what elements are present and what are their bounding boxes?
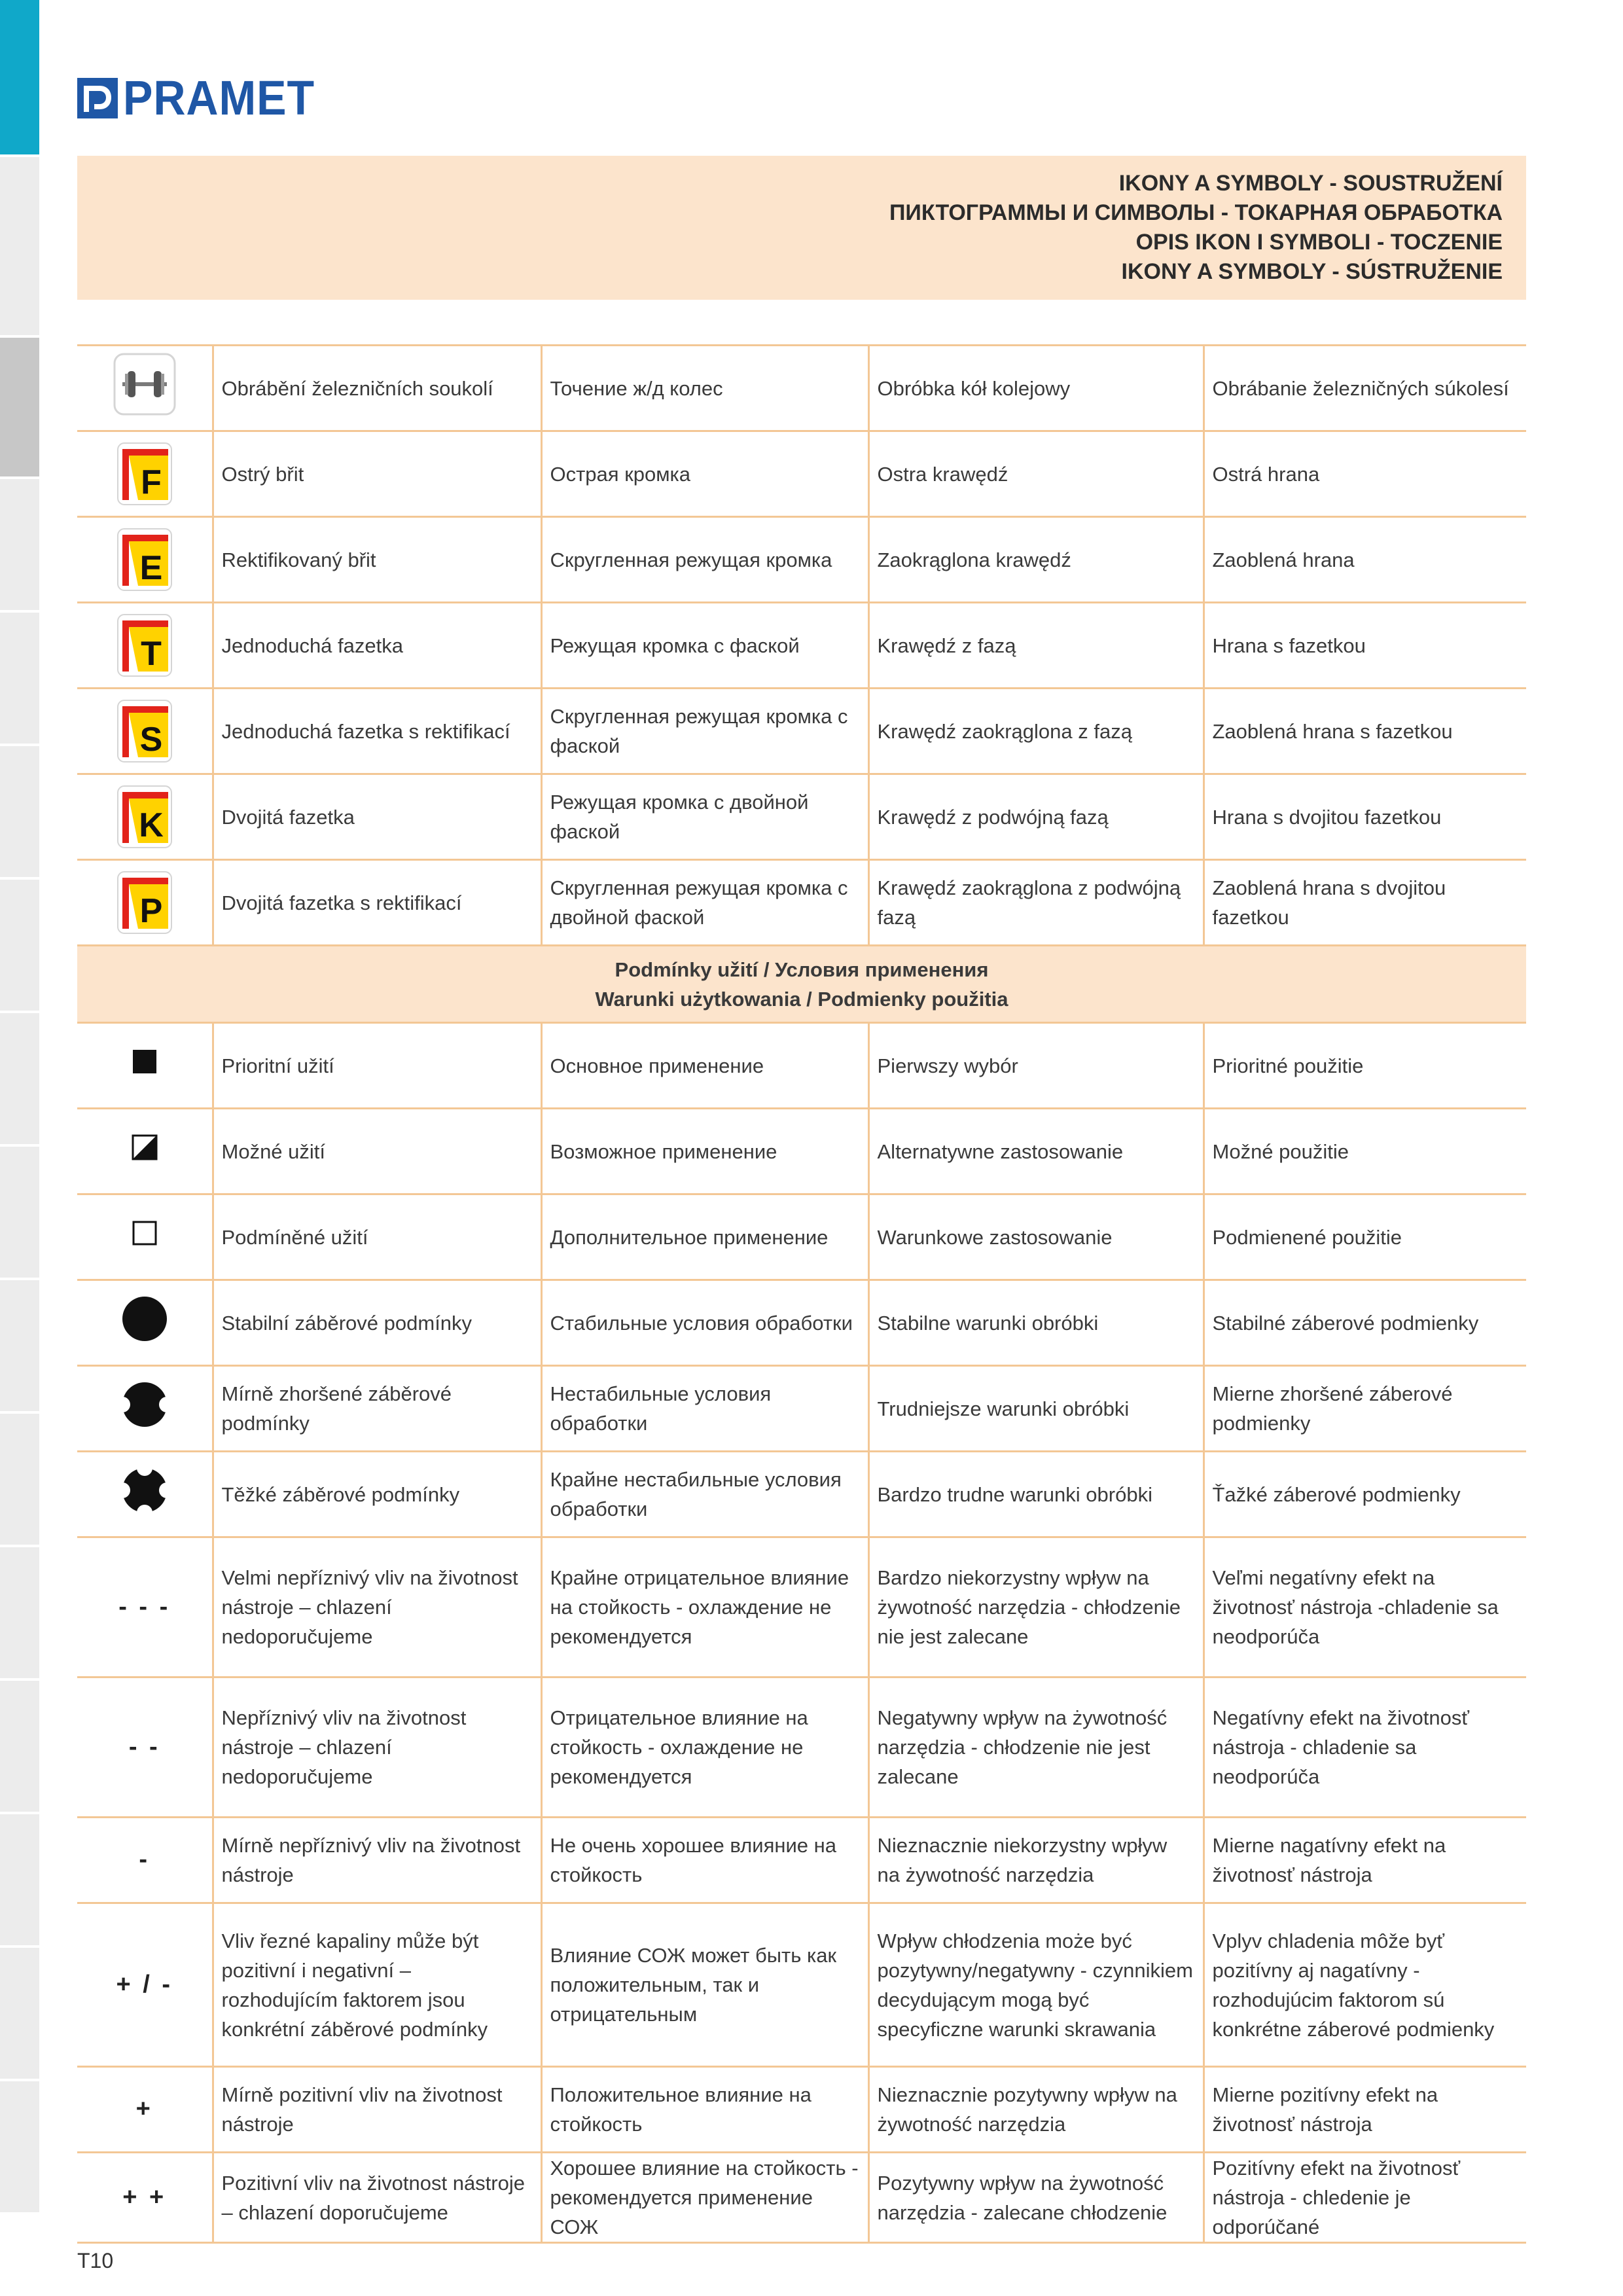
cell-sk: Hrana s fazetkou — [1204, 603, 1526, 689]
icon-cell — [77, 346, 213, 431]
cell-sk: Obrábanie železničných súkolesí — [1204, 346, 1526, 431]
letter-k-icon — [117, 785, 172, 848]
side-tab[interactable] — [0, 880, 39, 1013]
title-line-pl: OPIS IKON I SYMBOLI - TOCZENIE — [1135, 230, 1503, 255]
cell-sk: Hrana s dvojitou fazetkou — [1204, 774, 1526, 860]
cell-ru: Крайне нестабильные условия обработки — [541, 1452, 868, 1537]
cell-ru: Влияние СОЖ может быть как положительным, так и отрицательным — [541, 1903, 868, 2067]
side-tab-strip — [0, 0, 39, 2296]
cell-cz: Obrábění železničních soukolí — [213, 346, 541, 431]
section-heading — [77, 946, 1526, 1023]
side-tab[interactable] — [0, 1547, 39, 1681]
cell-cz: Těžké záběrové podmínky — [213, 1452, 541, 1537]
table-row — [77, 517, 1526, 603]
cell-sk: Prioritné použitie — [1204, 1023, 1526, 1109]
cell-pl: Bardzo niekorzystny wpływ na żywotność narzędzia - chłodzenie nie jest zalecane — [868, 1537, 1204, 1677]
letter-k-text: K — [138, 806, 164, 844]
filled-square-icon — [132, 1049, 158, 1075]
cell-sk: Negatívny efekt na životnosť nástroja - chladenie sa neodporúča — [1204, 1677, 1526, 1818]
cell-ru: Возможное применение — [541, 1109, 868, 1194]
table-row — [77, 860, 1526, 946]
coolant-symbol: - - - — [118, 1592, 171, 1621]
cell-pl: Zaokrąglona krawędź — [868, 517, 1204, 603]
half-square-icon — [132, 1134, 158, 1160]
cell-cz: Dvojitá fazetka s rektifikací — [213, 860, 541, 946]
cell-cz: Rektifikovaný břit — [213, 517, 541, 603]
cell-cz: Prioritní užití — [213, 1023, 541, 1109]
cell-cz: Dvojitá fazetka — [213, 774, 541, 860]
table-row — [77, 1537, 1526, 1677]
table-row — [77, 1677, 1526, 1818]
cell-sk: Mierne nagatívny efekt na životnosť nástroja — [1204, 1818, 1526, 1903]
cell-pl: Trudniejsze warunki obróbki — [868, 1366, 1204, 1452]
cell-sk: Mierne zhoršené záberové podmienky — [1204, 1366, 1526, 1452]
cell-pl: Wpływ chłodzenia może być pozytywny/negatywny - czynnikiem decydującym mogą być specyficzne warunki skrawania — [868, 1903, 1204, 2067]
table-row — [77, 1280, 1526, 1366]
table-row — [77, 346, 1526, 431]
table-row — [77, 1818, 1526, 1903]
page-number: T10 — [77, 2249, 114, 2272]
cell-pl: Alternatywne zastosowanie — [868, 1109, 1204, 1194]
cell-sk: Ostrá hrana — [1204, 431, 1526, 517]
cell-ru: Положительное влияние на стойкость — [541, 2067, 868, 2153]
cell-pl: Krawędź zaokrąglona z podwójną fazą — [868, 860, 1204, 946]
table-row — [77, 1366, 1526, 1452]
page-title-band — [77, 156, 1526, 300]
cell-cz: Stabilní záběrové podmínky — [213, 1280, 541, 1366]
cell-cz: Jednoduchá fazetka — [213, 603, 541, 689]
table-row — [77, 431, 1526, 517]
side-tab[interactable] — [0, 1280, 39, 1414]
cell-cz: Mírně pozitivní vliv na životnost nástroje — [213, 2067, 541, 2153]
letter-s-text: S — [139, 721, 163, 759]
side-tab[interactable] — [0, 1013, 39, 1147]
title-line-cz: IKONY A SYMBOLY - SOUSTRUŽENÍ — [1118, 171, 1503, 196]
letter-f-text: F — [140, 463, 162, 501]
cell-ru: Нестабильные условия обработки — [541, 1366, 868, 1452]
side-tab[interactable] — [0, 479, 39, 613]
section-heading-line-1: Podmínky užití / Условия применения — [615, 958, 989, 981]
cell-cz: Možné užití — [213, 1109, 541, 1194]
pramet-logo-mark-icon — [77, 78, 118, 118]
table-row — [77, 603, 1526, 689]
hard-circle-icon — [121, 1467, 168, 1514]
cell-ru: Отрицательное влияние на стойкость - охлаждение не рекомендуется — [541, 1677, 868, 1818]
cell-cz: Ostrý břit — [213, 431, 541, 517]
cell-pl: Krawędź z podwójną fazą — [868, 774, 1204, 860]
cell-pl: Nieznacznie niekorzystny wpływ na żywotność narzędzia — [868, 1818, 1204, 1903]
cell-sk: Vplyv chladenia môže byť pozitívny aj nagatívny - rozhodujúcim faktorom sú konkrétne záberové podmienky — [1204, 1903, 1526, 2067]
cell-cz: Jednoduchá fazetka s rektifikací — [213, 689, 541, 774]
cell-cz: Nepříznivý vliv na životnost nástroje – chlazení nedoporučujeme — [213, 1677, 541, 1818]
cell-ru: Скругленная режущая кромка с двойной фаской — [541, 860, 868, 946]
cell-pl: Pierwszy wybór — [868, 1023, 1204, 1109]
letter-p-text: P — [139, 892, 163, 930]
cell-sk: Veľmi negatívny efekt na životnosť nástroja -chladenie sa neodporúča — [1204, 1537, 1526, 1677]
cell-cz: Mírně nepříznivý vliv na životnost nástroje — [213, 1818, 541, 1903]
table-row — [77, 689, 1526, 774]
cell-cz: Velmi nepříznivý vliv na životnost nástroje – chlazení nedoporučujeme — [213, 1537, 541, 1677]
coolant-symbol: + / - — [116, 1970, 173, 1998]
side-tab[interactable] — [0, 2081, 39, 2215]
side-tab-current[interactable] — [0, 338, 39, 479]
cell-sk: Zaoblená hrana s fazetkou — [1204, 689, 1526, 774]
cell-ru: Скругленная режущая кромка с фаской — [541, 689, 868, 774]
table-row — [77, 2153, 1526, 2243]
section-heading-line-2: Warunki użytkowania / Podmienky použitia — [595, 987, 1008, 1011]
cell-sk: Zaoblená hrana s dvojitou fazetkou — [1204, 860, 1526, 946]
cell-pl: Negatywny wpływ na żywotność narzędzia - chłodzenie nie jest zalecane — [868, 1677, 1204, 1818]
cell-ru: Крайне отрицательное влияние на стойкость - охлаждение не рекомендуется — [541, 1537, 868, 1677]
side-tab[interactable] — [0, 1681, 39, 1814]
cell-cz: Vliv řezné kapaliny může být pozitivní i negativní – rozhodujícím faktorem jsou konkrétní záběrové podmínky — [213, 1903, 541, 2067]
cell-sk: Ťažké záberové podmienky — [1204, 1452, 1526, 1537]
table-row — [77, 2067, 1526, 2153]
cell-ru: Режущая кромка с двойной фаской — [541, 774, 868, 860]
table-row — [77, 1452, 1526, 1537]
cell-pl: Warunkowe zastosowanie — [868, 1194, 1204, 1280]
cell-cz: Podmíněné užití — [213, 1194, 541, 1280]
cell-pl: Pozytywny wpływ na żywotność narzędzia - zalecane chłodzenie — [868, 2153, 1204, 2243]
icons-table — [77, 344, 1526, 2244]
side-tab[interactable] — [0, 1948, 39, 2081]
cell-ru: Точение ж/д колес — [541, 346, 868, 431]
table-row — [77, 774, 1526, 860]
cell-pl: Krawędź z fazą — [868, 603, 1204, 689]
cell-sk: Pozitívny efekt na životnosť nástroja - chledenie je odporúčané — [1204, 2153, 1526, 2243]
side-tab[interactable] — [0, 157, 39, 338]
cell-pl: Ostra krawędź — [868, 431, 1204, 517]
cell-cz: Mírně zhoršené záběrové podmínky — [213, 1366, 541, 1452]
cell-sk: Mierne pozitívny efekt na životnosť nástroja — [1204, 2067, 1526, 2153]
medium-circle-icon — [121, 1381, 168, 1428]
table-row — [77, 1109, 1526, 1194]
side-tab[interactable] — [0, 613, 39, 746]
cell-sk: Stabilné záberové podmienky — [1204, 1280, 1526, 1366]
letter-t-text: T — [140, 635, 162, 673]
cell-pl: Obróbka kół kolejowy — [868, 346, 1204, 431]
coolant-symbol: - — [139, 1846, 151, 1873]
cell-ru: Скругленная режущая кромка — [541, 517, 868, 603]
side-tab-active[interactable] — [0, 0, 39, 157]
cell-ru: Основное применение — [541, 1023, 868, 1109]
cell-sk: Možné použitie — [1204, 1109, 1526, 1194]
logo-text: PRAMET — [123, 71, 315, 125]
letter-t-icon — [117, 614, 172, 677]
cell-sk: Zaoblená hrana — [1204, 517, 1526, 603]
side-tab[interactable] — [0, 1814, 39, 1948]
table-row — [77, 1023, 1526, 1109]
letter-e-icon — [117, 528, 172, 591]
cell-pl: Krawędź zaokrąglona z fazą — [868, 689, 1204, 774]
coolant-symbol: + — [135, 2095, 153, 2123]
table-row — [77, 1903, 1526, 2067]
cell-pl: Bardzo trudne warunki obróbki — [868, 1452, 1204, 1537]
cell-ru: Режущая кромка с фаской — [541, 603, 868, 689]
cell-ru: Хорошее влияние на стойкость - рекомендуется применение СОЖ — [541, 2153, 868, 2243]
title-line-sk: IKONY A SYMBOLY - SÚSTRUŽENIE — [1121, 259, 1503, 284]
side-tab[interactable] — [0, 1414, 39, 1547]
pramet-logo — [77, 73, 331, 123]
cell-ru: Острая кромка — [541, 431, 868, 517]
letter-p-icon — [117, 871, 172, 934]
section-heading-row — [77, 946, 1526, 1023]
wheelset-icon — [113, 353, 176, 416]
cell-pl: Nieznacznie pozytywny wpływ na żywotność narzędzia — [868, 2067, 1204, 2153]
cell-sk: Podmienené použitie — [1204, 1194, 1526, 1280]
cell-ru: Стабильные условия обработки — [541, 1280, 868, 1366]
cell-ru: Не очень хорошее влияние на стойкость — [541, 1818, 868, 1903]
title-line-ru: ПИКТОГРАММЫ И СИМВОЛЫ - ТОКАРНАЯ ОБРАБОТКА — [889, 200, 1503, 225]
table-row — [77, 1194, 1526, 1280]
cell-ru: Дополнительное применение — [541, 1194, 868, 1280]
coolant-symbol: - - — [128, 1732, 160, 1761]
coolant-symbol: + + — [122, 2183, 167, 2211]
letter-f-icon — [117, 442, 172, 505]
stable-circle-icon — [121, 1295, 168, 1342]
side-tab[interactable] — [0, 1147, 39, 1280]
letter-s-icon — [117, 700, 172, 762]
empty-square-icon — [132, 1220, 158, 1246]
cell-pl: Stabilne warunki obróbki — [868, 1280, 1204, 1366]
side-tab[interactable] — [0, 746, 39, 880]
cell-cz: Pozitivní vliv na životnost nástroje – chlazení doporučujeme — [213, 2153, 541, 2243]
letter-e-text: E — [139, 549, 163, 587]
